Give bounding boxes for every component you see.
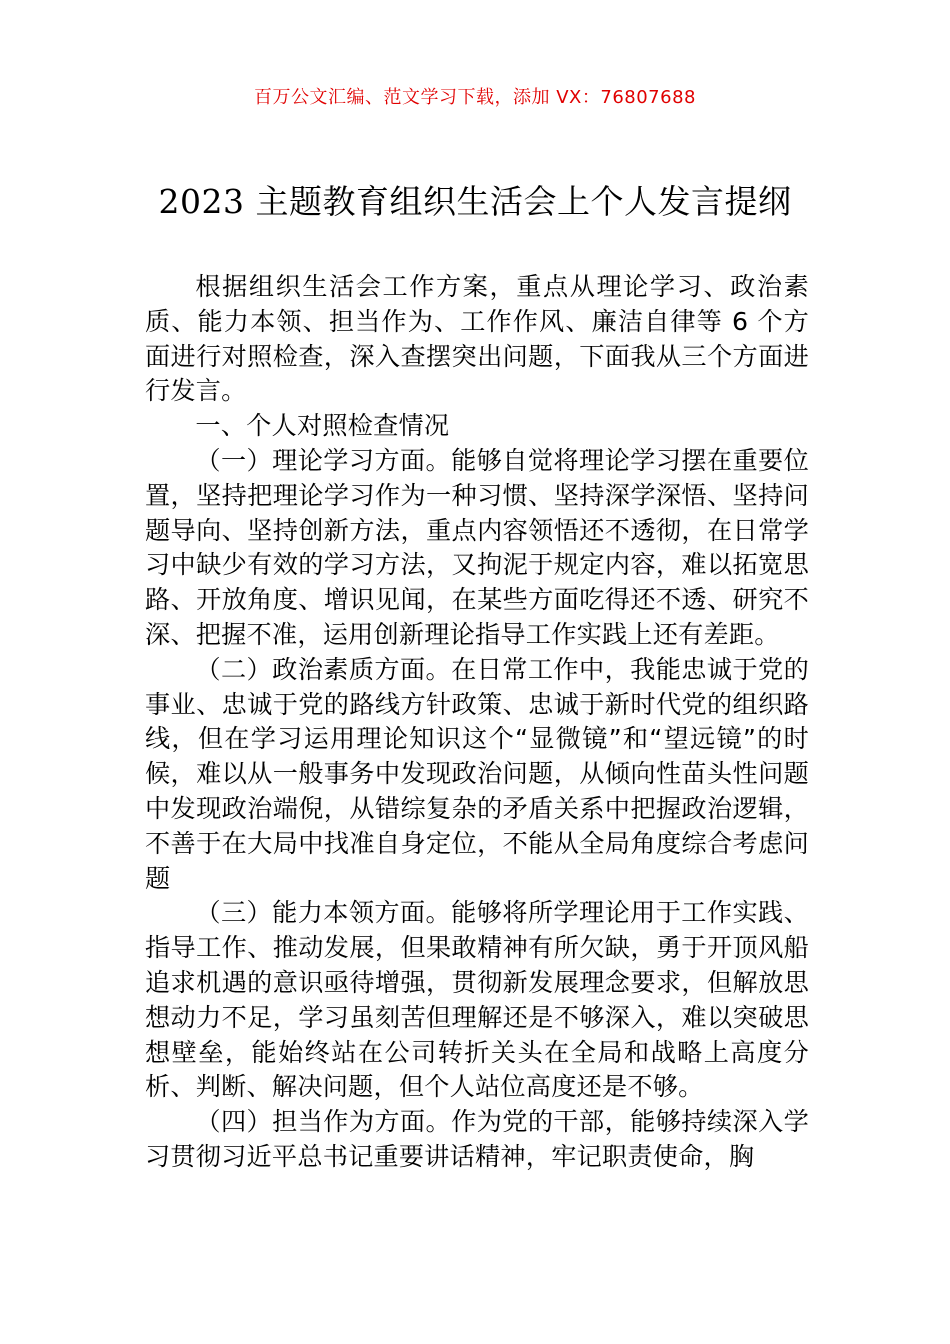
document-title: 2023 主题教育组织生活会上个人发言提纲 [158,182,792,221]
section-heading-1: 一、个人对照检查情况 [195,411,450,441]
paragraph-political-quality: （二）政治素质方面。在日常工作中，我能忠诚于党的事业、忠诚于党的路线方针政策、忠诚于新时代党的组织路线，但在学习运用理论知识这个“显微镜”和“望远镜”的时候，难以从一般事务中发现政治问题，从倾向性苗头性问题中发现政治端倪，从错综复杂的矛盾关系中把握政治逻辑，不善于在大局中找准自身定位，不能从全局角度综合考虑问题 [145,654,809,893]
paragraph-intro: 根据组织生活会工作方案，重点从理论学习、政治素质、能力本领、担当作为、工作作风、廉洁自律等 6 个方面进行对照检查，深入查摆突出问题，下面我从三个方面进行发言。 [145,272,809,406]
paragraph-responsibility: （四）担当作为方面。作为党的干部，能够持续深入学习贯彻习近平总书记重要讲话精神，牢记职责使命，胸 [145,1107,809,1171]
paragraph-ability: （三）能力本领方面。能够将所学理论用于工作实践、指导工作、推动发展，但果敢精神有所欠缺，勇于开顶风船追求机遇的意识亟待增强，贯彻新发展理念要求，但解放思想动力不足，学习虽刻苦但理解还是不够深入，难以突破思想壁垒，能始终站在公司转折关头在全局和战略上高度分析、判断、解决问题，但个人站位高度还是不够。 [145,898,809,1102]
paragraph-theory-study: （一）理论学习方面。能够自觉将理论学习摆在重要位置，坚持把理论学习作为一种习惯、坚持深学深悟、坚持问题导向、坚持创新方法，重点内容领悟还不透彻，在日常学习中缺少有效的学习方法，又拘泥于规定内容，难以拓宽思路、开放角度、增识见闻，在某些方面吃得还不透、研究不深、把握不准，运用创新理论指导工作实践上还有差距。 [145,445,809,649]
header-watermark: 百万公文汇编、范文学习下载，添加 VX：76807688 [254,87,696,108]
document-body [145,270,809,1175]
